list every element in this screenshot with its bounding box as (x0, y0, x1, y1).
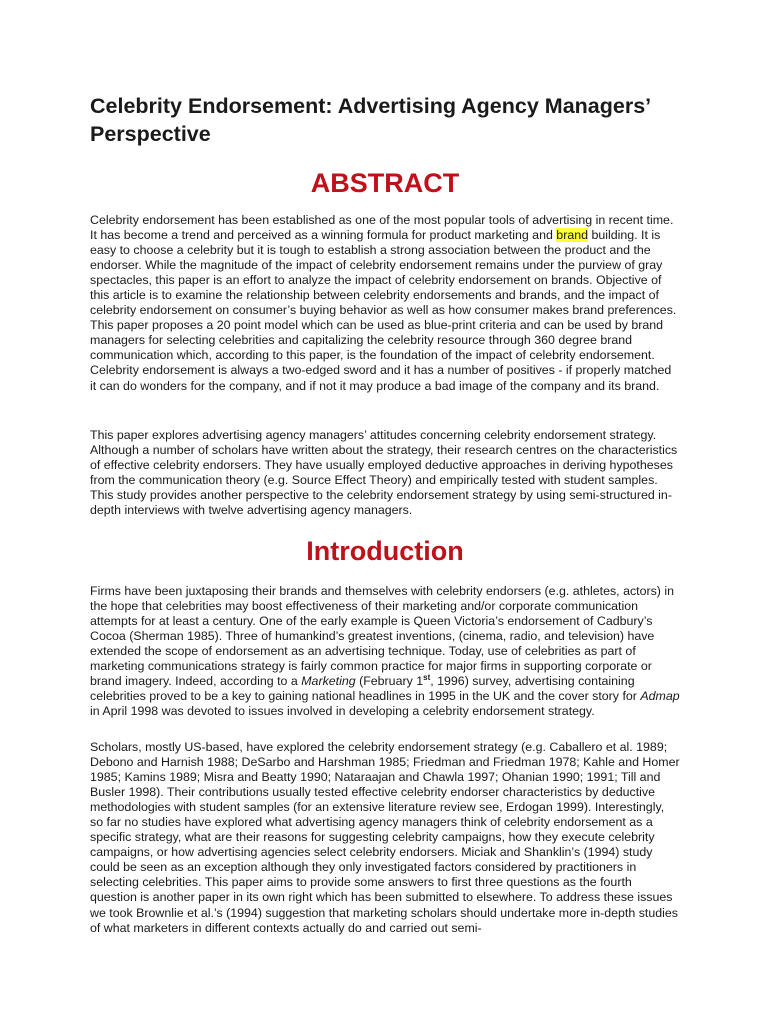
highlighted-word: brand (556, 228, 588, 243)
intro-p1-italic-marketing: Marketing (301, 674, 356, 689)
introduction-heading: Introduction (306, 536, 464, 566)
abstract-p1-text-a: Celebrity endorsement has been established as one of the most popular tools of advertising in recent time. It has become a trend and perceived as a winning formula for product marketing and (90, 213, 674, 243)
document-title: Celebrity Endorsement: Advertising Agency Managers’ Perspective (90, 94, 650, 146)
intro-p1-part-2: (February 1 (355, 674, 424, 689)
abstract-p1-text-b: building. It is easy to choose a celebrity but it is tough to establish a strong association between the product and the endorser. While the magnitude of the impact of celebrity endorsement remains under the purview of gray spectacles, this paper is an effort to analyze the impact of celebrity endorsement on brands. Objective of this article is to examine the relationship between celebrity endorsements and brands, and the impact of celebrity endorsement on consumer’s buying behavior as well as how consumer makes brand preferences. This paper proposes a 20 point model which can be used as blue-print criteria and can be used by brand managers for selecting celebrities and capitalizing the celebrity resource through 360 degree brand communication which, according to this paper, is the foundation of the impact of celebrity endorsement. Celebrity endorsement is always a two-edged sword and it has a number of positives - if properly matched it can do wonders for the company, and if not it may produce a bad image of the company and its brand. (90, 228, 677, 393)
intro-p1-part-3: , 1996) survey, advertising containing celebrities proved to be a key to gaining national headlines in 1995 in the UK and the cover story for (90, 674, 641, 704)
abstract-paragraph-1 (90, 213, 680, 394)
abstract-heading: ABSTRACT (310, 168, 460, 198)
intro-p1-part-4: in April 1998 was devoted to issues involved in developing a celebrity endorsement strategy. (90, 704, 595, 719)
introduction-paragraph-2: Scholars, mostly US-based, have explored the celebrity endorsement strategy (e.g. Caballero et al. 1989; Debono and Harnish 1988; DeSarbo and Harshman 1985; Friedman and Friedman 1978; Kahle and Homer 1985; Kamins 1989; Misra and Beatty 1990; Nataraajan and Chawla 1997; Ohanian 1990; 1991; Till and Busler 1998). Their contributions usually tested effective celebrity endorser characteristics by deductive methodologies with student samples (for an extensive literature review see, Erdogan 1999). Interestingly, so far no studies have explored what advertising agency managers think of celebrity endorsement as a specific strategy, what are their reasons for suggesting celebrity campaigns, how they execute celebrity campaigns, or how advertising agencies select celebrity endorsers. Miciak and Shanklin’s (1994) study could be seen as an exception although they only investigated factors considered by practitioners in selecting celebrities. This paper aims to provide some answers to first three questions as the fourth question is another paper in its own right which has been submitted to elsewhere. To address these issues we took Brownlie et al.’s (1994) suggestion that marketing scholars should undertake more in-depth studies of what marketers in different contexts actually do and carried out semi- (90, 740, 680, 935)
intro-p1-part-1: Firms have been juxtaposing their brands and themselves with celebrity endorsers (e.g. athletes, actors) in the hope that celebrities may boost effectiveness of their marketing and/or corporate communication attempts for at least a century. One of the early example is Queen Victoria’s endorsement of Cadbury’s Cocoa (Sherman 1985). Three of humankind’s greatest inventions, (cinema, radio, and television) have extended the scope of endorsement as an advertising technique. Today, use of celebrities as part of marketing communications strategy is fairly common practice for major firms in supporting corporate or brand imagery. Indeed, according to a (90, 584, 675, 689)
intro-p1-superscript: st (423, 673, 431, 683)
abstract-paragraph-2: This paper explores advertising agency managers’ attitudes concerning celebrity endorsement strategy. Although a number of scholars have written about the strategy, their research centres on the characteristics of effective celebrity endorsers. They have usually employed deductive approaches in deriving hypotheses from the communication theory (e.g. Source Effect Theory) and empirically tested with student samples. This study provides another perspective to the celebrity endorsement strategy by using semi-structured in-depth interviews with twelve advertising agency managers. (90, 428, 678, 518)
introduction-paragraph-1 (90, 584, 680, 719)
intro-p1-italic-admap: Admap (640, 689, 680, 704)
